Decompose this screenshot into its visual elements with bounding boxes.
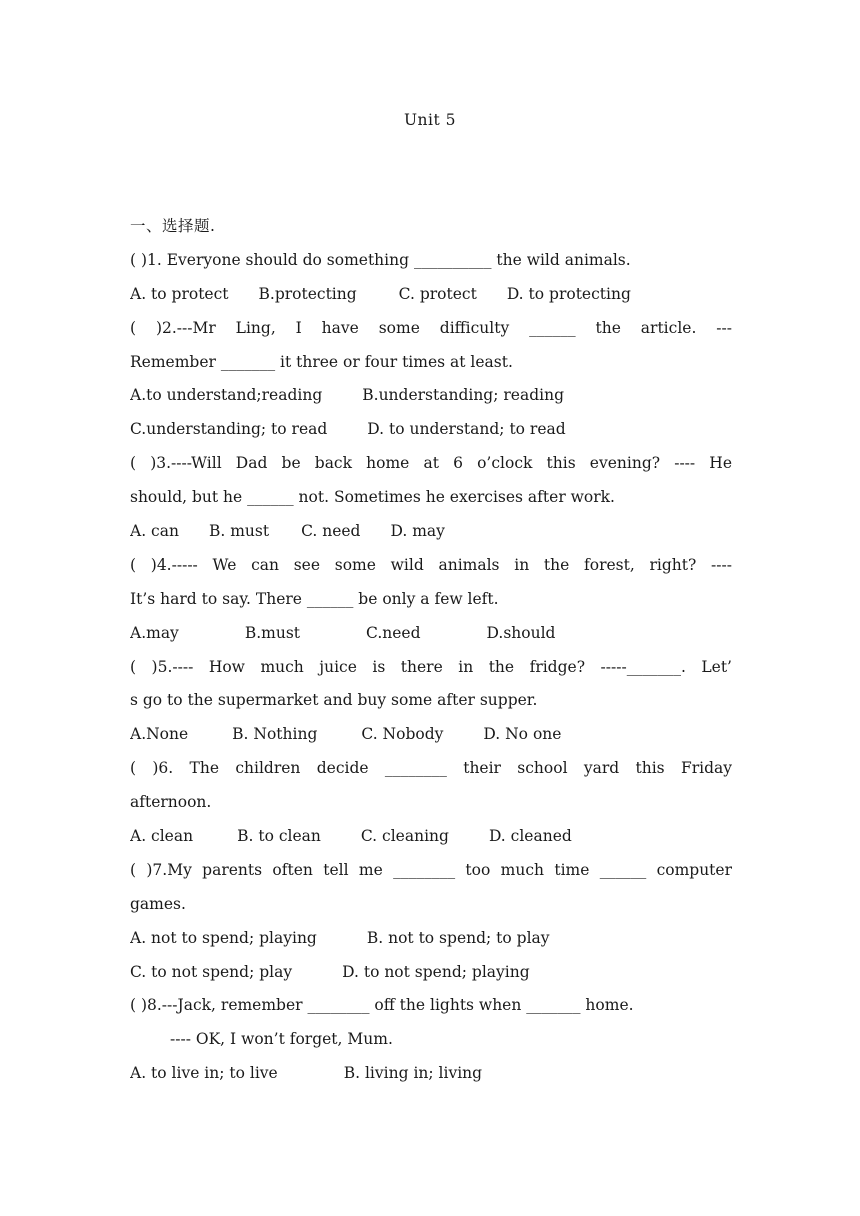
option-c: C. Nobody [361, 725, 444, 744]
option-c: C.understanding; to read [130, 420, 328, 439]
question-4-stem: ( )4.----- We can see some wild animals in the forest, right? ---- [130, 555, 732, 574]
section-heading: 一、选择题. [130, 217, 216, 235]
option-a: A.may [130, 623, 179, 642]
question-6-options [130, 820, 732, 854]
question-6-stem-cont: afternoon. [130, 793, 212, 812]
option-b: B. to clean [237, 827, 321, 846]
option-c: C. need [301, 522, 361, 541]
option-a: A.to understand;reading [130, 386, 323, 405]
option-a: A. to protect [130, 284, 229, 303]
option-b: B. living in; living [343, 1064, 483, 1083]
option-b: B. not to spend; to play [366, 928, 550, 947]
option-a: A. clean [130, 827, 194, 846]
question-3-options [130, 515, 732, 549]
question-6-stem: ( )6. The children decide ________ their school yard this Friday [130, 759, 732, 778]
option-b: B. must [208, 522, 270, 541]
option-c: C. protect [398, 284, 477, 303]
option-d: D. to understand; to read [367, 420, 566, 439]
question-8-options-row1 [130, 1057, 732, 1091]
option-d: D. cleaned [488, 827, 572, 846]
question-7-options-row1 [130, 922, 732, 956]
question-8-stem-cont: ---- OK, I won’t forget, Mum. [170, 1030, 393, 1049]
question-1-stem: ( )1. Everyone should do something __________ the wild animals. [130, 250, 631, 269]
option-b: B.understanding; reading [362, 386, 564, 405]
question-2-options-row1 [130, 379, 732, 413]
option-c: C.need [366, 623, 421, 642]
option-c: C. to not spend; play [130, 962, 293, 981]
option-d: D. to not spend; playing [342, 962, 530, 981]
option-d: D. No one [483, 725, 562, 744]
question-4-options [130, 617, 732, 651]
option-b: B. Nothing [232, 725, 318, 744]
question-8-stem: ( )8.---Jack, remember ________ off the lights when _______ home. [130, 996, 634, 1015]
option-a: A. can [130, 522, 179, 541]
option-d: D. may [390, 522, 445, 541]
option-a: A.None [130, 725, 189, 744]
question-list [130, 210, 732, 1091]
option-b: B.protecting [258, 284, 357, 303]
option-a: A. to live in; to live [130, 1064, 278, 1083]
question-4-stem-cont: It’s hard to say. There ______ be only a few left. [130, 589, 499, 608]
question-2-stem-cont: Remember _______ it three or four times at least. [130, 352, 513, 371]
option-a: A. not to spend; playing [130, 928, 317, 947]
question-7-stem-cont: games. [130, 894, 186, 913]
option-d: D. to protecting [506, 284, 631, 303]
option-d: D.should [486, 623, 556, 642]
option-b: B.must [244, 623, 301, 642]
question-5-stem-cont: s go to the supermarket and buy some after supper. [130, 691, 538, 710]
question-7-stem: ( )7.My parents often tell me ________ too much time ______ computer [130, 860, 732, 879]
question-5-stem: ( )5.---- How much juice is there in the fridge? -----_______. Let’ [130, 657, 732, 676]
question-3-stem: ( )3.----Will Dad be back home at 6 o’clock this evening? ---- He [130, 454, 732, 473]
option-c: C. cleaning [360, 827, 449, 846]
page-title: Unit 5 [403, 111, 457, 129]
question-2-options-row2 [130, 413, 732, 447]
question-7-options-row2 [130, 956, 732, 990]
question-2-stem: ( )2.---Mr Ling, I have some difficulty ______ the article. --- [130, 318, 732, 337]
question-3-stem-cont: should, but he ______ not. Sometimes he exercises after work. [130, 488, 615, 507]
question-5-options [130, 718, 732, 752]
question-1-options [130, 278, 732, 312]
